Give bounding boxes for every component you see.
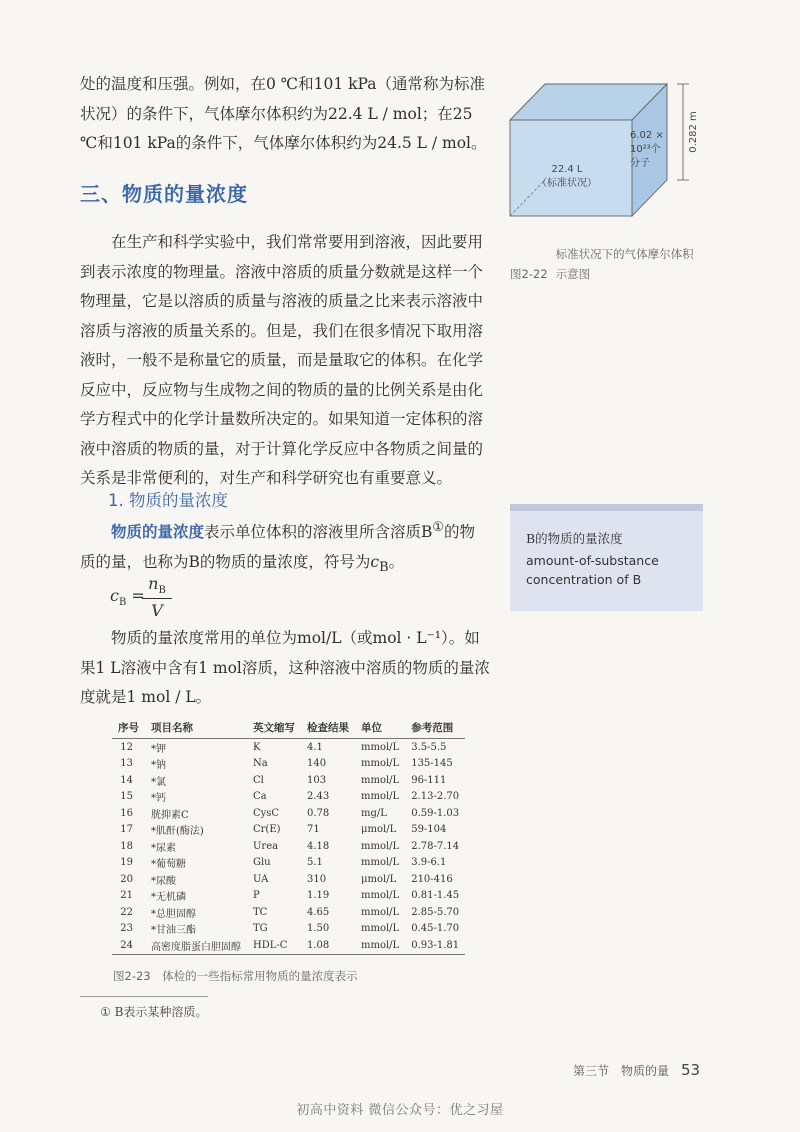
- main-text: 在生产和科学实验中，我们常常要用到溶液，因此要用到表示浓度的物理量。溶液中溶质的质量分数就是这样一个物理量，它是以溶质的质量与溶液的质量之比来表示溶液中溶质与溶液的质量关系的。但是，我们在很多情况下取用溶液时，一般不是称量它的质量，而是量取它的体积。在化学反应中，反应物与生成物之间的物质的量的比例关系是由化学方程式中的化学计量数所决定的。如果知道一定体积的溶液中溶质的物质的量，对于计算化学反应中各物质之间量的关系是非常便利的，对生产和科学研究也有重要意义。: [80, 233, 484, 487]
- table-cell: 4.1: [307, 741, 323, 753]
- table-cell: *尿酸: [151, 875, 176, 887]
- table-cell: 21: [120, 890, 133, 902]
- figure-222-caption: [510, 244, 710, 284]
- table-row: [112, 921, 465, 938]
- table-cell: 0.81-1.45: [411, 890, 460, 902]
- figure-222-caption-line1: 标准状况下的气体摩尔体积: [555, 247, 694, 261]
- table-cell: 310: [307, 873, 327, 885]
- sidebar-term-en: amount-of-substance concentration of B: [526, 553, 659, 587]
- unit-text: 物质的量浓度常用的单位为mol/L（或mol · L⁻¹）。如果1 L溶液中含有1 mol溶质，这种溶液中溶质的物质的量浓度就是1 mol / L。: [80, 629, 490, 706]
- table-cell: 3.5-5.5: [411, 741, 447, 753]
- table-cell: *钾: [151, 743, 166, 755]
- formula-lhs: $c_B$ =: [110, 586, 145, 609]
- table-cell: 0.93-1.81: [405, 937, 465, 954]
- table-cell: 14: [120, 774, 133, 786]
- table-cell: CysC: [253, 807, 280, 819]
- table-cell: 2.85-5.70: [411, 906, 460, 918]
- table-cell: 20: [120, 873, 133, 885]
- lab-results-table: [112, 718, 465, 955]
- table-cell: *钙: [151, 793, 166, 805]
- table-cell: 1.19: [307, 890, 330, 902]
- figure-222-number: 图2-22: [510, 267, 548, 281]
- definition-end: 。: [388, 552, 405, 571]
- table-cell: Cr(E): [253, 824, 281, 836]
- table-cell: 1.08: [301, 937, 355, 954]
- table-cell: 2.13-2.70: [411, 791, 460, 803]
- table-cell: 140: [307, 758, 327, 770]
- table-cell: 103: [307, 774, 327, 786]
- table-cell: UA: [253, 873, 269, 885]
- table-row: [112, 838, 465, 855]
- table-cell: Urea: [253, 840, 279, 852]
- section-heading: 三、物质的量浓度: [80, 182, 248, 206]
- table-cell: 19: [120, 857, 133, 869]
- table-cell: mmol/L: [361, 890, 400, 902]
- table-cell: TG: [253, 923, 268, 935]
- table-cell: 1.50: [307, 923, 330, 935]
- table-cell: 18: [120, 840, 133, 852]
- definition-text-1: 表示单位体积的溶液里所含溶质B: [204, 523, 433, 542]
- height-label: 0.282 m: [688, 111, 699, 153]
- table-cell: Ca: [253, 791, 267, 803]
- symbol-sub: B: [379, 559, 389, 575]
- table-cell: 2.78-7.14: [411, 840, 460, 852]
- table-header-cell: 检查结果: [301, 718, 355, 739]
- table-cell: 96-111: [411, 774, 447, 786]
- table-row: [112, 756, 465, 773]
- table-cell: *无机磷: [151, 892, 186, 904]
- table-cell: 210-416: [411, 873, 453, 885]
- table-cell: μmol/L: [361, 824, 397, 836]
- definition-text-2: 的物质的量，也称为B的物质的量浓度，符号为: [80, 523, 476, 571]
- table-header-row: [112, 718, 465, 739]
- table-row: [112, 855, 465, 872]
- table-cell: HDL-C: [247, 937, 301, 954]
- table-cell: 4.18: [307, 840, 330, 852]
- table-cell: 4.65: [307, 906, 330, 918]
- footnote-mark: ①: [432, 520, 444, 535]
- table-row: [112, 937, 465, 954]
- table-cell: mmol/L: [361, 840, 400, 852]
- table-cell: K: [253, 741, 261, 753]
- table-cell: P: [253, 890, 260, 902]
- page-number: 53: [681, 1061, 701, 1079]
- table-cell: *肌酐(酶法): [151, 826, 204, 838]
- symbol: c: [370, 552, 380, 571]
- footnote-divider: [80, 996, 208, 997]
- table-cell: 5.1: [307, 857, 323, 869]
- table-row: [112, 789, 465, 806]
- table-cell: *葡萄糖: [151, 859, 186, 871]
- table-cell: 71: [307, 824, 320, 836]
- formula-numerator: $n_B$: [142, 574, 172, 599]
- volume-label-2: （标准状况）: [537, 178, 597, 189]
- table-cell: Glu: [253, 857, 271, 869]
- table-cell: *总胆固醇: [151, 908, 196, 920]
- table-cell: 15: [120, 791, 133, 803]
- table-cell: 23: [120, 923, 133, 935]
- table-cell: Cl: [253, 774, 264, 786]
- footnote: ① B表示某种溶质。: [100, 1005, 208, 1019]
- table-cell: Na: [253, 758, 268, 770]
- intro-paragraph: [80, 70, 490, 159]
- definition-term: 物质的量浓度: [111, 522, 205, 542]
- watermark-text: 初高中资料 微信公众号：优之习屋: [296, 1103, 504, 1118]
- table-row: [112, 888, 465, 905]
- table-header-cell: 单位: [355, 718, 405, 739]
- table-cell: 2.43: [307, 791, 330, 803]
- table-cell: *钠: [151, 760, 166, 772]
- table-cell: μmol/L: [361, 873, 397, 885]
- table-cell: 0.78: [307, 807, 330, 819]
- table-header-cell: 序号: [112, 718, 145, 739]
- definition-paragraph: [80, 513, 490, 582]
- table-cell: *甘油三酯: [151, 925, 196, 937]
- table-cell: 22: [120, 906, 133, 918]
- table-row: [112, 904, 465, 921]
- table-header-cell: 项目名称: [145, 718, 247, 739]
- table-cell: mmol/L: [355, 937, 405, 954]
- table-cell: 12: [120, 741, 133, 753]
- table-row: [112, 805, 465, 822]
- table-cell: mmol/L: [361, 758, 400, 770]
- table-row: [112, 871, 465, 888]
- table-cell: mmol/L: [361, 906, 400, 918]
- table-cell: 0.45-1.70: [411, 923, 460, 935]
- main-paragraph: [80, 228, 490, 494]
- table-cell: mmol/L: [361, 923, 400, 935]
- unit-paragraph: [80, 624, 490, 713]
- molecules-label-3: 分子: [630, 158, 650, 169]
- sidebar-term-zh: B的物质的量浓度: [526, 531, 623, 546]
- page-footer: [573, 1061, 700, 1079]
- formula-denominator: V: [151, 601, 163, 621]
- table-cell: 59-104: [411, 824, 447, 836]
- table-cell: TC: [253, 906, 268, 918]
- table-cell: 3.9-6.1: [411, 857, 447, 869]
- molecules-label-2: 10²³个: [630, 144, 661, 155]
- table-cell: mmol/L: [361, 857, 400, 869]
- table-cell: 135-145: [411, 758, 453, 770]
- table-cell: 高密度脂蛋白胆固醇: [145, 937, 247, 954]
- table-cell: mmol/L: [361, 774, 400, 786]
- subheading: 1. 物质的量浓度: [108, 491, 228, 510]
- table-row: [112, 772, 465, 789]
- figure-223-caption: 图2-23 体检的一些指标常用物质的量浓度表示: [113, 969, 358, 983]
- term-sidebar-box: [510, 504, 703, 611]
- table-cell: *尿素: [151, 842, 176, 854]
- intro-text: 处的温度和压强。例如，在0 ℃和101 kPa（通常称为标准状况）的条件下，气体摩尔体积约为22.4 L / mol；在25 ℃和101 kPa的条件下，气体摩尔体积约为24.5 L / mol。: [80, 75, 487, 152]
- table-row: [112, 822, 465, 839]
- table-cell: mmol/L: [361, 791, 400, 803]
- table-cell: mmol/L: [361, 741, 400, 753]
- table-cell: 17: [120, 824, 133, 836]
- figure-222-caption-line2: 示意图: [555, 267, 591, 281]
- footer-section: 第三节 物质的量: [573, 1064, 670, 1078]
- table-header-cell: 英文缩写: [247, 718, 301, 739]
- table-cell: 16: [120, 807, 133, 819]
- table-header-cell: 参考范围: [405, 718, 465, 739]
- table-cell: 0.59-1.03: [411, 807, 460, 819]
- table-cell: 胱抑素C: [151, 809, 189, 821]
- molecules-label-1: 6.02 ×: [630, 130, 664, 141]
- table-cell: *氯: [151, 776, 166, 788]
- formula-fraction: [142, 574, 172, 620]
- table-cell: mg/L: [361, 807, 387, 819]
- volume-label-1: 22.4 L: [551, 164, 583, 175]
- table-row: [112, 739, 465, 756]
- table-cell: 24: [112, 937, 145, 954]
- molar-volume-cube-figure: [505, 80, 705, 240]
- table-cell: 13: [120, 758, 133, 770]
